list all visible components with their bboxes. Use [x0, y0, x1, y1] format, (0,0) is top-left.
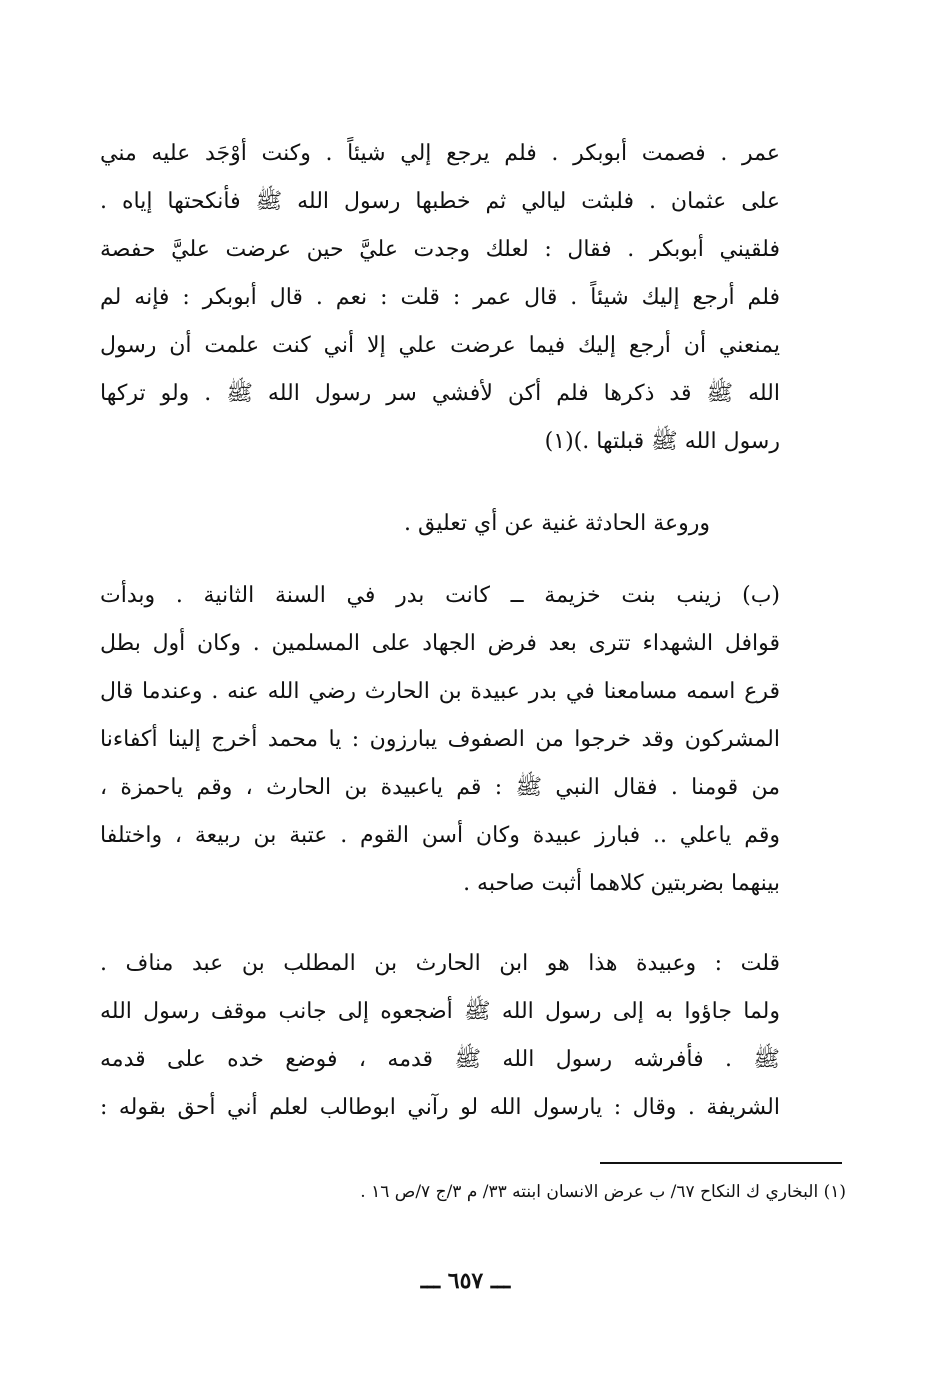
paragraph-4 — [100, 940, 780, 1132]
paragraph-2 — [100, 500, 780, 548]
text-line: رسول الله ﷺ قبلتها .)(١) — [544, 429, 780, 454]
text-line: قوافل الشهداء تترى بعد فرض الجهاد على المسلمين . وكان أول بطل — [100, 631, 780, 656]
text-line: من قومنا . فقال النبي ﷺ : قم ياعبيدة بن الحارث ، وقم ياحمزة ، — [100, 775, 780, 800]
text-line: ﷺ . فأفرشه رسول الله ﷺ قدمه ، فوضع خده على قدمه — [100, 1047, 780, 1072]
text-line: قرع اسمه مسامعنا في بدر عبيدة بن الحارث رضي الله عنه . وعندما قال — [100, 679, 780, 704]
text-line: فلقيني أبوبكر . فقال : لعلك وجدت عليَّ حين عرضت عليَّ حفصة — [100, 237, 780, 262]
text-line: فلم أرجع إليك شيئاً . قال عمر : قلت : نعم . قال أبوبكر : فإنه لم — [100, 285, 780, 310]
text-line: عمر . فصمت أبوبكر . فلم يرجع إلي شيئاً . وكنت أوْجَد عليه مني — [100, 141, 780, 166]
text-line: على عثمان . فلبثت ليالي ثم خطبها رسول الله ﷺ فأنكحتها إياه . — [100, 189, 780, 214]
text-line: يمنعني أن أرجع إليك فيما عرضت علي إلا أني كنت علمت أن رسول — [100, 333, 780, 358]
text-line: الله ﷺ قد ذكرها فلم أكن لأفشي سر رسول الله ﷺ . ولو تركها — [100, 381, 780, 406]
text-line: ولما جاؤوا به إلى رسول الله ﷺ أضجعوه إلى جانب موقف رسول الله — [100, 999, 780, 1024]
text-line: وروعة الحادثة غنية عن أي تعليق . — [404, 511, 710, 536]
page-number: ـــ ٦٥٧ ـــ — [420, 1268, 511, 1294]
text-line: قلت : وعبيدة هذا هو ابن الحارث بن المطلب بن عبد مناف . — [100, 951, 780, 976]
paragraph-1 — [100, 130, 780, 466]
footnote: (١) البخاري ك النكاح ٦٧/ ب عرض الانسان ابنته ٣٣/ م ٣/ج ٧/ص ١٦ . — [360, 1182, 846, 1202]
text-line: الشريفة . وقال : يارسول الله لو رآني ابوطالب لعلم أني أحق بقوله : — [100, 1095, 780, 1120]
text-line: المشركون وقد خرجوا من الصفوف يبارزون : يا محمد أخرج إلينا أكفاءنا — [100, 727, 780, 752]
text-line: بينهما بضربتين كلاهما أثبت صاحبه . — [463, 871, 780, 896]
text-line: وقم ياعلي .. فبارز عبيدة وكان أسن القوم . عتبة بن ربيعة ، واختلفا — [100, 823, 780, 848]
text-line: (ب) زينب بنت خزيمة ــ كانت بدر في السنة الثانية . وبدأت — [100, 583, 780, 608]
paragraph-3 — [100, 572, 780, 908]
footnote-divider — [600, 1162, 842, 1164]
